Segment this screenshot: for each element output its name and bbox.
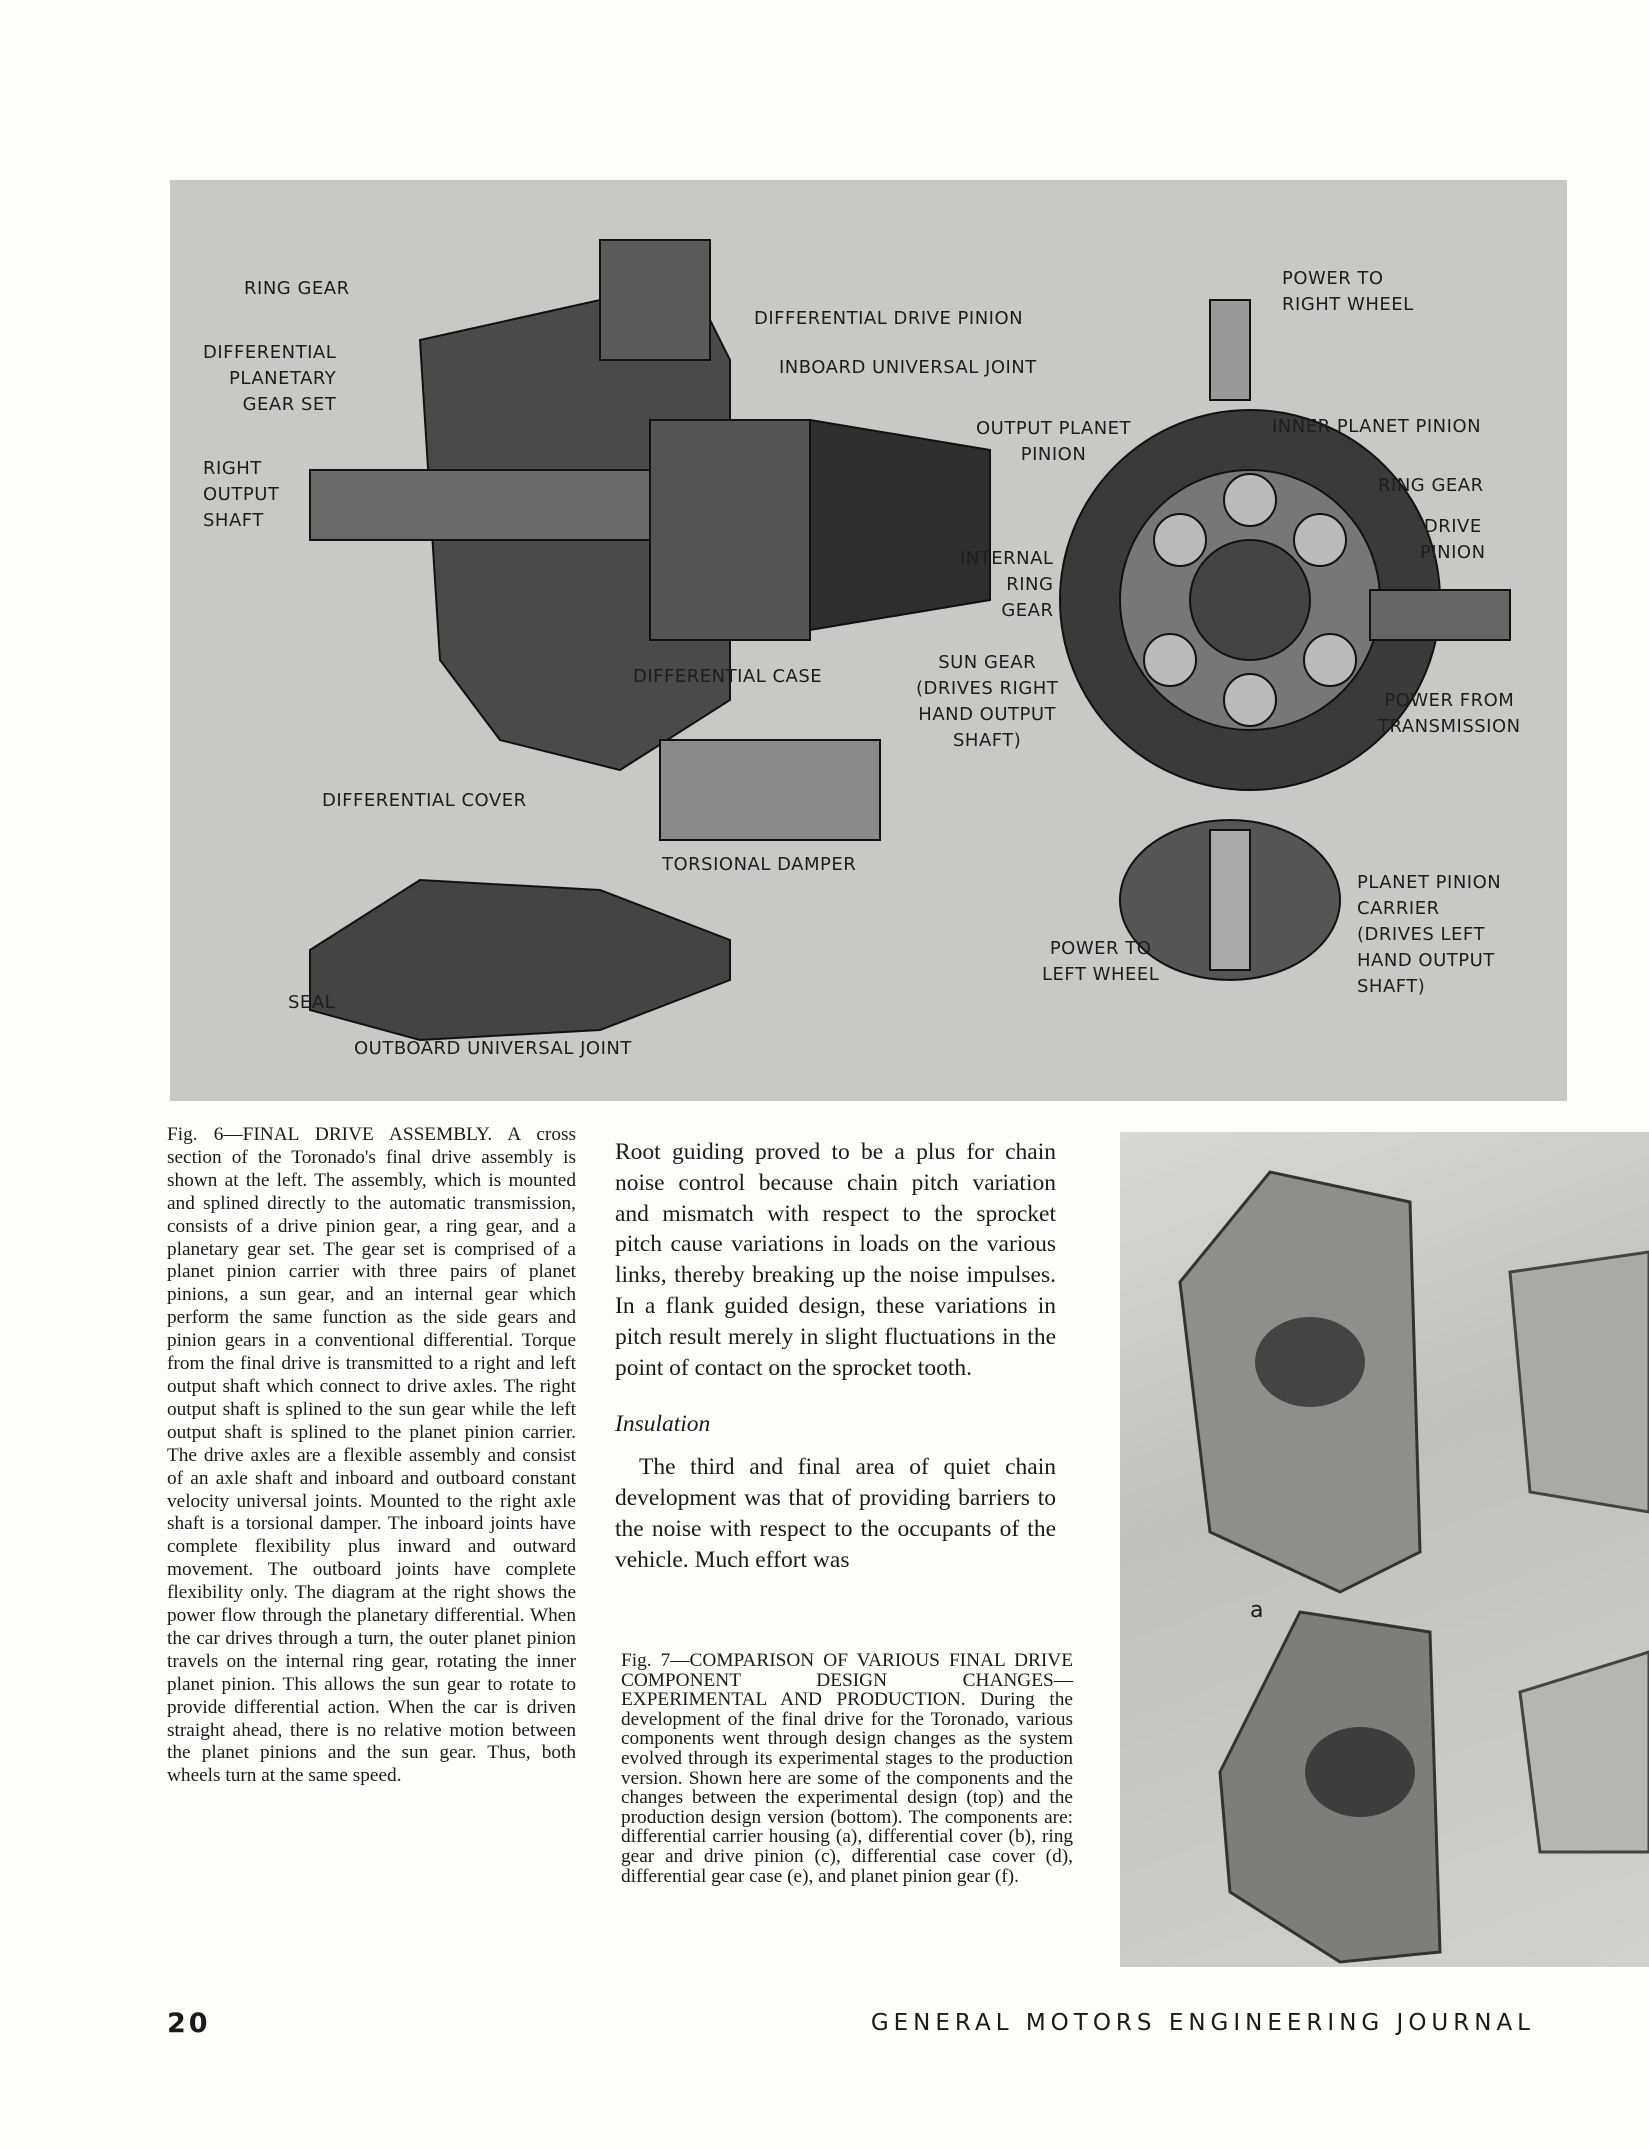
label-output-planet-pinion [976, 416, 1131, 468]
figure-6-caption: Fig. 6—FINAL DRIVE ASSEMBLY. A cross section of the Toronado's final drive assembly is shown at the left. The assembly, which is mounted and splined directly to the automatic transmission, consists of a drive pinion gear, a ring gear, and a planetary gear set. The gear set is comprised of a planet pinion carrier with three pairs of planet pinions, a sun gear, and an internal gear which perform the same function as the side gears and pinion gears in a conventional differential. Torque from the final drive is transmitted to a right and left output shaft which connect to drive axles. The right output shaft is splined to the sun gear while the left output shaft is splined to the planet pinion carrier. The drive axles are a flexible assembly and consist of an axle shaft and inboard and outboard constant velocity universal joints. Mounted to the right axle shaft is a torsional damper. The inboard joints have complete flexibility plus inward and outward movement. The outboard joints have complete flexibility only. The diagram at the right shows the power flow through the planetary differential. When the car drives through a turn, the outer planet pinion travels on the internal ring gear, rotating the inner planet pinion. This allows the sun gear to rotate to provide differential action. When the car is driven straight ahead, there is no relative motion between the planet pinions and the sun gear. Thus, both wheels turn at the same speed. [167, 1124, 576, 1787]
label-line: GEAR [1001, 600, 1054, 621]
body-text-column [615, 1137, 1056, 1575]
label-line: SHAFT) [952, 730, 1022, 751]
label-line: OUTPUT PLANET [976, 418, 1132, 439]
label-line: SHAFT) [1357, 976, 1426, 997]
label-line: HAND OUTPUT [1357, 950, 1495, 971]
label-line: DRIVE [1423, 516, 1482, 537]
label-line: LEFT WHEEL [1042, 964, 1160, 985]
label-line: RING [1006, 574, 1054, 595]
paragraph: Root guiding proved to be a plus for chain noise control because chain pitch variation and mismatch with respect to the sprocket pitch cause variations in loads on the various links, thereby breaking up the noise impulses. In a flank guided design, these variations in pitch result merely in slight fluctuations in the point of contact on the sprocket tooth. [615, 1139, 1056, 1381]
label-differential-drive-pinion: DIFFERENTIAL DRIVE PINION [754, 308, 1024, 329]
label-right-output-shaft [203, 456, 279, 534]
journal-title: GENERAL MOTORS ENGINEERING JOURNAL [870, 2010, 1535, 2036]
label-line: RIGHT [203, 458, 262, 479]
label-internal-ring-gear [960, 546, 1053, 624]
label-power-from-transmission [1378, 688, 1521, 740]
label-line: PINION [1420, 542, 1486, 563]
label-inner-planet-pinion: INNER PLANET PINION [1272, 416, 1482, 437]
figure-6-final-drive-assembly [170, 180, 1567, 1101]
label-line: HAND OUTPUT [918, 704, 1057, 725]
label-differential-cover: DIFFERENTIAL COVER [322, 790, 527, 811]
component-photo [1120, 1132, 1649, 1967]
label-line: SHAFT [203, 510, 264, 531]
section-heading: Insulation [615, 1411, 711, 1438]
label-ring-gear-right: RING GEAR [1378, 475, 1484, 496]
label-line: (DRIVES RIGHT [916, 678, 1059, 699]
label-line: SUN GEAR [938, 652, 1037, 673]
label-line: CARRIER [1357, 898, 1440, 919]
label-line: POWER FROM [1384, 690, 1515, 711]
label-line: PINION [1020, 444, 1087, 465]
label-line: INTERNAL [960, 548, 1054, 569]
label-line: PLANETARY [229, 368, 337, 389]
label-sun-gear [916, 650, 1058, 754]
label-line: RIGHT WHEEL [1282, 294, 1414, 315]
label-line: TRANSMISSION [1378, 716, 1521, 737]
label-power-to-right-wheel [1282, 266, 1414, 318]
label-torsional-damper: TORSIONAL DAMPER [662, 854, 857, 875]
label-line: GEAR SET [242, 394, 337, 415]
label-drive-pinion [1420, 514, 1486, 566]
label-line: OUTPUT [203, 484, 280, 505]
label-differential-planetary-gear-set [203, 340, 336, 418]
page-number: 20 [167, 2008, 211, 2039]
label-seal: SEAL [288, 992, 336, 1013]
label-line: (DRIVES LEFT [1357, 924, 1485, 945]
figure-7-photo [1120, 1132, 1649, 1967]
label-line: POWER TO [1049, 938, 1152, 959]
label-ring-gear: RING GEAR [244, 278, 350, 299]
label-planet-pinion-carrier [1357, 870, 1501, 1000]
label-inboard-universal-joint: INBOARD UNIVERSAL JOINT [779, 357, 1037, 378]
label-outboard-universal-joint: OUTBOARD UNIVERSAL JOINT [354, 1038, 632, 1059]
label-line: PLANET PINION [1357, 872, 1502, 893]
figure-7-caption: Fig. 7—COMPARISON OF VARIOUS FINAL DRIVE COMPONENT DESIGN CHANGES—EXPERIMENTAL AND PRODUCTION. During the development of the final drive for the Toronado, various components went through design changes as the system evolved through its experimental stages to the production version. Shown here are some of the components and the changes between the experimental design (top) and the production design version (bottom). The components are: differential carrier housing (a), differential cover (b), ring gear and drive pinion (c), differential case cover (d), differential gear case (e), and planet pinion gear (f). [621, 1650, 1073, 1887]
photo-label-a: a [1250, 1598, 1264, 1623]
label-line: DIFFERENTIAL [203, 342, 337, 363]
label-power-to-left-wheel [1042, 936, 1159, 988]
label-line: POWER TO [1282, 268, 1384, 289]
label-differential-case: DIFFERENTIAL CASE [633, 666, 823, 687]
paragraph: The third and final area of quiet chain development was that of providing barriers to the noise with respect to the occupants of the vehicle. Much effort was [615, 1454, 1056, 1573]
